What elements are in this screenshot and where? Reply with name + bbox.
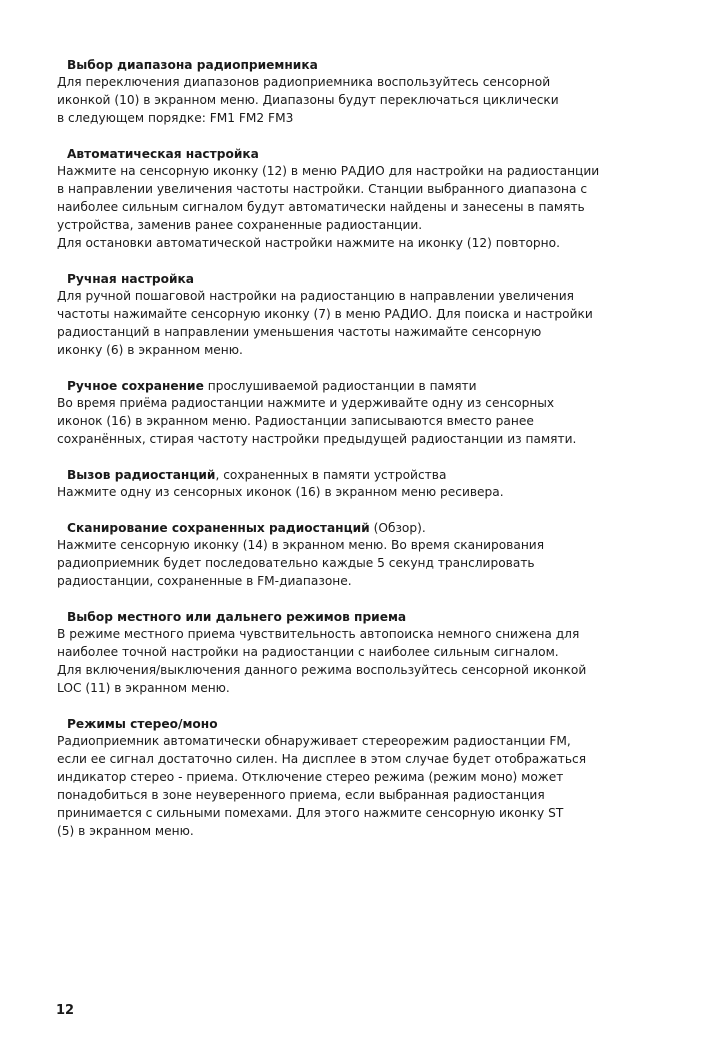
section-scan-stations [57, 520, 677, 590]
paragraph-line: Нажмите сенсорную иконку (14) в экранном меню. Во время сканирования [57, 538, 545, 552]
paragraph-line: в следующем порядке: FM1 FM2 FM3 [57, 111, 294, 125]
heading-bold: Ручная настройка [67, 272, 195, 286]
page-number: 12 [56, 1003, 75, 1018]
heading-bold: Вызов радиостанций [67, 468, 216, 482]
paragraph-line: наиболее сильным сигналом будут автоматически найдены и занесены в память [57, 200, 585, 214]
heading-bold: Режимы стерео/моно [67, 717, 218, 731]
section-recall-stations [57, 467, 677, 501]
paragraph-line: Для включения/выключения данного режима воспользуйтесь сенсорной иконкой [57, 663, 587, 677]
heading-rest: (Обзор). [369, 521, 426, 535]
section-heading [57, 271, 677, 287]
heading-bold: Автоматическая настройка [67, 147, 259, 161]
paragraph-line: если ее сигнал достаточно силен. На дисплее в этом случае будет отображаться [57, 752, 587, 766]
paragraph-line: частоты нажимайте сенсорную иконку (7) в меню РАДИО. Для поиска и настройки [57, 307, 593, 321]
section-manual-tuning [57, 271, 677, 359]
paragraph-line: иконку (6) в экранном меню. [57, 343, 243, 357]
section-band-selection [57, 57, 677, 127]
paragraph-line: сохранённых, стирая частоту настройки предыдущей радиостанции из памяти. [57, 432, 577, 446]
heading-rest: , сохраненных в памяти устройства [215, 468, 447, 482]
paragraph-line: в направлении увеличения частоты настройки. Станции выбранного диапазона с [57, 182, 588, 196]
document-body [57, 57, 677, 840]
paragraph-line: радиостанции, сохраненные в FM-диапазоне. [57, 574, 352, 588]
paragraph-line: устройства, заменив ранее сохраненные радиостанции. [57, 218, 423, 232]
section-auto-tuning [57, 146, 677, 252]
section-paragraph [57, 625, 677, 697]
heading-bold: Ручное сохранение [67, 379, 204, 393]
section-heading [57, 609, 677, 625]
paragraph-line: радиостанций в направлении уменьшения частоты нажимайте сенсорную [57, 325, 542, 339]
paragraph-line: В режиме местного приема чувствительность автопоиска немного снижена для [57, 627, 580, 641]
paragraph-line: наиболее точной настройки на радиостанции с наиболее сильным сигналом. [57, 645, 559, 659]
heading-rest: прослушиваемой радиостанции в памяти [203, 379, 477, 393]
paragraph-line: Для остановки автоматической настройки нажмите на иконку (12) повторно. [57, 236, 560, 250]
section-manual-save [57, 378, 677, 448]
paragraph-line: понадобиться в зоне неуверенного приема, если выбранная радиостанция [57, 788, 545, 802]
section-heading [57, 378, 677, 394]
heading-bold: Выбор диапазона радиоприемника [67, 58, 318, 72]
heading-bold: Сканирование сохраненных радиостанций [67, 521, 370, 535]
paragraph-line: (5) в экранном меню. [57, 824, 194, 838]
paragraph-line: иконкой (10) в экранном меню. Диапазоны будут переключаться циклически [57, 93, 559, 107]
section-heading [57, 57, 677, 73]
section-heading [57, 520, 677, 536]
paragraph-line: Нажмите на сенсорную иконку (12) в меню РАДИО для настройки на радиостанции [57, 164, 600, 178]
paragraph-line: LOC (11) в экранном меню. [57, 681, 230, 695]
paragraph-line: принимается с сильными помехами. Для этого нажмите сенсорную иконку ST [57, 806, 564, 820]
section-heading [57, 146, 677, 162]
section-paragraph [57, 483, 677, 501]
paragraph-line: Радиоприемник автоматически обнаруживает стереорежим радиостанции FM, [57, 734, 571, 748]
section-paragraph [57, 394, 677, 448]
paragraph-line: иконок (16) в экранном меню. Радиостанции записываются вместо ранее [57, 414, 534, 428]
paragraph-line: индикатор стерео - приема. Отключение стерео режима (режим моно) может [57, 770, 564, 784]
section-stereo-mono [57, 716, 677, 840]
section-heading [57, 467, 677, 483]
paragraph-line: Нажмите одну из сенсорных иконок (16) в экранном меню ресивера. [57, 485, 504, 499]
section-paragraph [57, 162, 677, 252]
section-paragraph [57, 287, 677, 359]
paragraph-line: Для ручной пошаговой настройки на радиостанцию в направлении увеличения [57, 289, 574, 303]
section-local-dx-mode [57, 609, 677, 697]
heading-bold: Выбор местного или дальнего режимов приема [67, 610, 407, 624]
paragraph-line: Во время приёма радиостанции нажмите и удерживайте одну из сенсорных [57, 396, 555, 410]
section-paragraph [57, 732, 677, 840]
section-paragraph [57, 73, 677, 127]
section-paragraph [57, 536, 677, 590]
paragraph-line: Для переключения диапазонов радиоприемника воспользуйтесь сенсорной [57, 75, 551, 89]
paragraph-line: радиоприемник будет последовательно каждые 5 секунд транслировать [57, 556, 535, 570]
section-heading [57, 716, 677, 732]
